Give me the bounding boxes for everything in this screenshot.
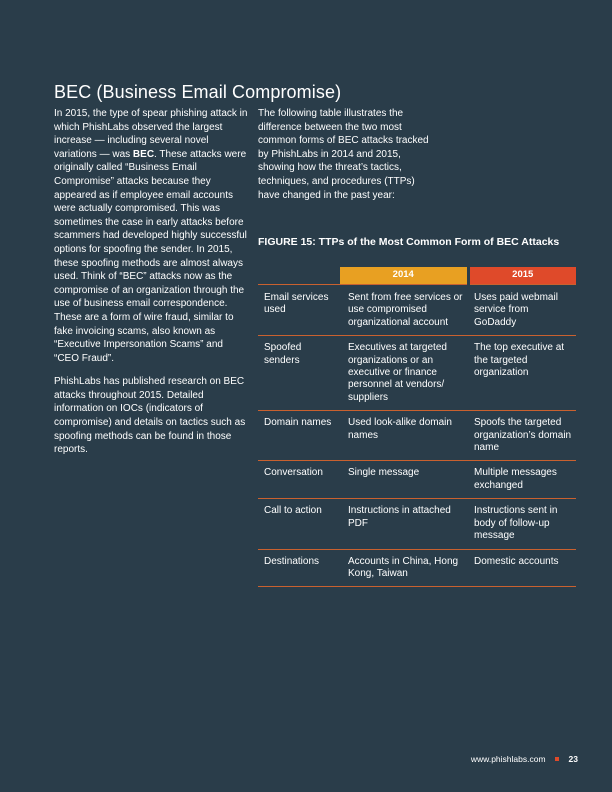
row-label: Conversation	[258, 461, 340, 499]
header-2015: 2015	[468, 267, 576, 285]
cell-2015: The top executive at the targeted organization	[468, 336, 576, 411]
cell-2015: Uses paid webmail service from GoDaddy	[468, 285, 576, 336]
intro-paragraph: In 2015, the type of spear phishing attack in which PhishLabs observed the largest increase — including several novel variations — was BEC. These attacks were originally called “Business Email Compromise” attacks because they appeared as if employee email accounts were actually compromised. This was sometimes the case in early attacks before scammers had developed highly successful options for spoofing the sender. In 2015, these spoofing methods are almost always used. Think of “BEC” attacks now as the compromise of an organization through the use of business email correspondence. These are a form of wire fraud, similar to fake invoicing scams, also known as “Executive Impersonation Scams” and “CEO Fraud”.	[54, 108, 248, 364]
left-column	[54, 107, 249, 467]
cell-2015: Multiple messages exchanged	[468, 461, 576, 499]
cell-2014: Accounts in China, Hong Kong, Taiwan	[340, 549, 468, 587]
separator-square-icon	[555, 757, 559, 761]
row-label: Destinations	[258, 549, 340, 587]
table-header-row	[258, 267, 576, 285]
header-2014: 2014	[340, 267, 468, 285]
cell-2014: Used look-alike domain names	[340, 411, 468, 461]
footer-url-link[interactable]: www.phishlabs.com	[470, 754, 546, 764]
research-paragraph: PhishLabs has published research on BEC attacks throughout 2015. Detailed information on IOCs (indicators of compromise) and details on tactics such as spoofing methods can be found in those reports.	[54, 376, 246, 456]
table-intro-paragraph: The following table illustrates the difference between the two most common forms of BEC attacks tracked by PhishLabs in 2014 and 2015, showing how the threat’s tactics, techniques, and procedures (TTPs) have changed in the past year:	[258, 108, 429, 201]
table-row	[258, 285, 576, 336]
table-row	[258, 549, 576, 587]
table-row	[258, 336, 576, 411]
page-footer	[471, 754, 578, 764]
bec-emphasis: BEC	[132, 148, 155, 160]
row-label: Spoofed senders	[258, 336, 340, 411]
cell-2015: Instructions sent in body of follow-up message	[468, 499, 576, 549]
cell-2014: Sent from free services or use compromised organizational account	[340, 285, 468, 336]
row-label: Call to action	[258, 499, 340, 549]
row-label: Domain names	[258, 411, 340, 461]
cell-2015: Domestic accounts	[468, 549, 576, 587]
table-row	[258, 499, 576, 549]
cell-2014: Executives at targeted organizations or an executive or finance personnel at vendors/ suppliers	[340, 336, 468, 411]
cell-2014: Single message	[340, 461, 468, 499]
table-row	[258, 461, 576, 499]
figure-title: FIGURE 15: TTPs of the Most Common Form of BEC Attacks	[258, 236, 560, 248]
cell-2015: Spoofs the targeted organization’s domain name	[468, 411, 576, 461]
cell-2014: Instructions in attached PDF	[340, 499, 468, 549]
header-empty	[258, 267, 340, 285]
page-number: 23	[568, 754, 578, 764]
table-row	[258, 411, 576, 461]
ttp-comparison-table	[258, 267, 576, 587]
right-column	[258, 107, 433, 202]
row-label: Email services used	[258, 285, 340, 336]
page-title: BEC (Business Email Compromise)	[54, 82, 342, 103]
